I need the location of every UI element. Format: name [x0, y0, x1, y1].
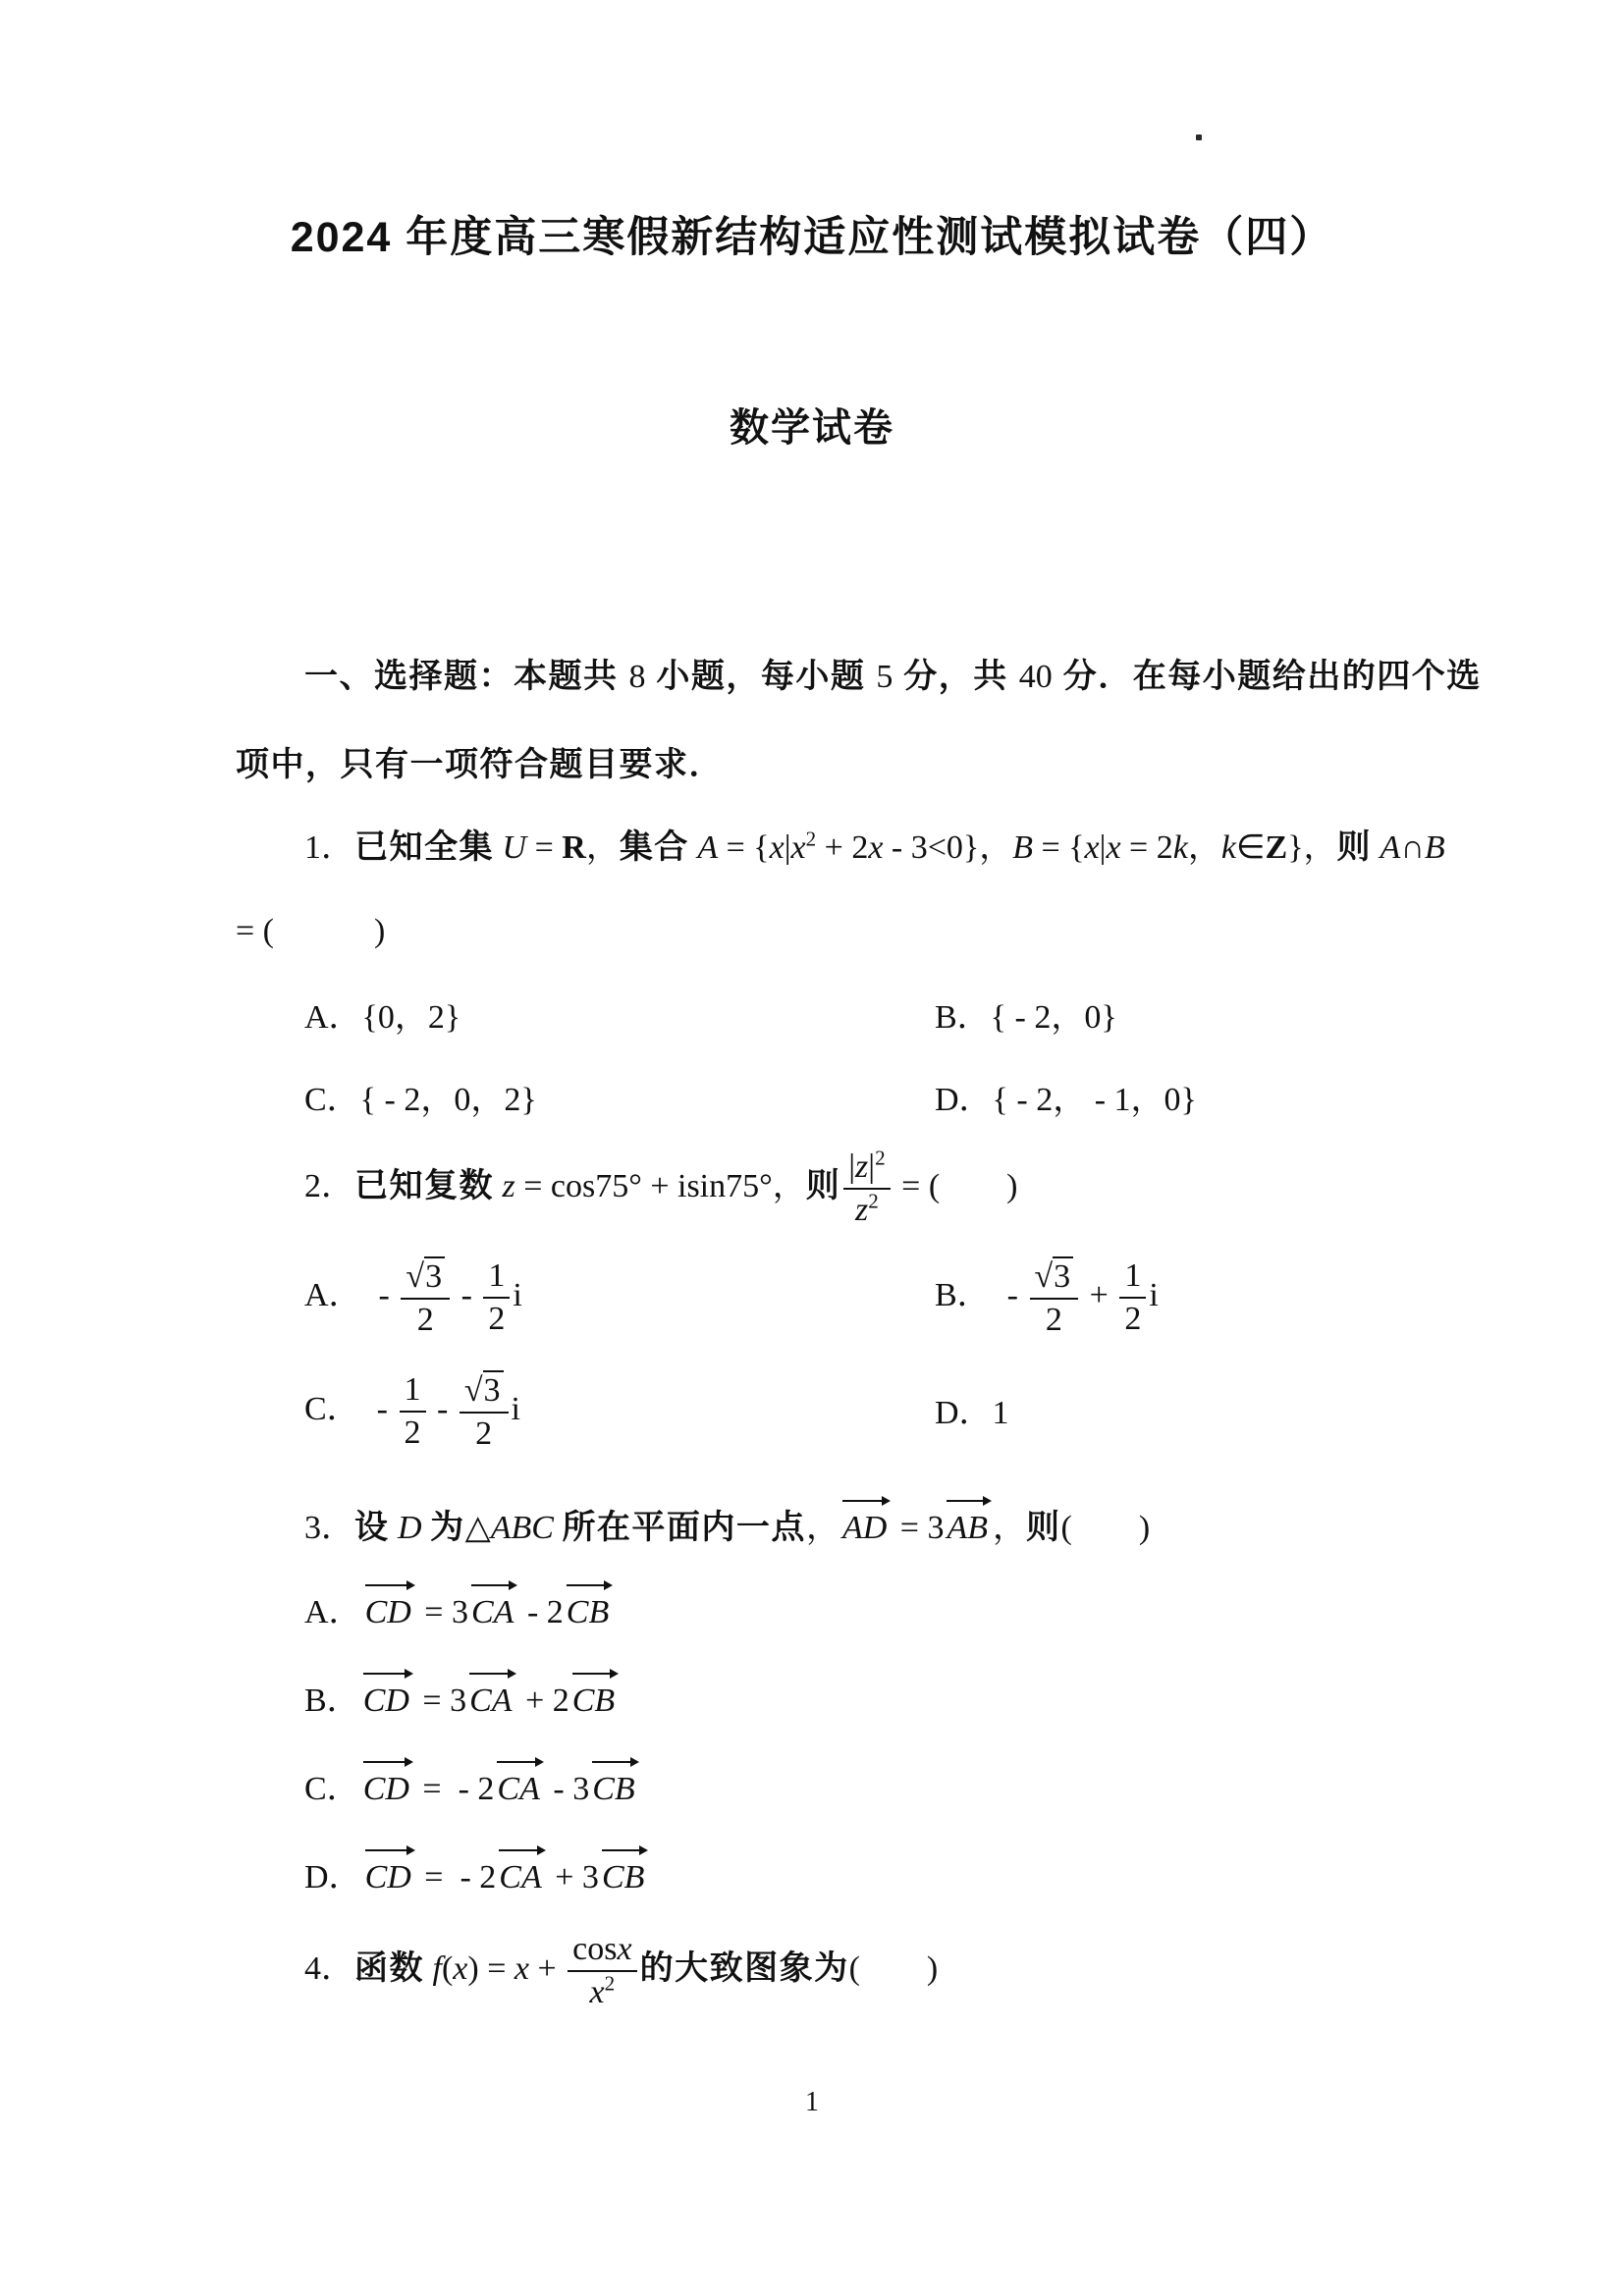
math-text: ∈: [1235, 829, 1266, 866]
math-variable: z: [502, 1167, 515, 1204]
math-text: ，: [993, 1510, 1026, 1546]
chinese-text: 分．在每小题给出的四个选: [1052, 658, 1482, 695]
math-text: D．: [304, 1859, 362, 1896]
math-text: [422, 1510, 431, 1546]
square-root: [1035, 1256, 1074, 1296]
math-text: i: [511, 1390, 520, 1427]
numerator: [483, 1257, 510, 1299]
math-text: = 3: [892, 1510, 945, 1546]
denominator: [483, 1299, 510, 1338]
math-variable: U: [502, 829, 527, 866]
math-text: D．1: [935, 1395, 1009, 1431]
math-text: 2: [475, 1415, 493, 1453]
math-text: ( ): [848, 1949, 939, 1987]
math-text: ，: [1187, 829, 1221, 866]
math-variable: B: [1424, 829, 1445, 866]
question-4-stem: [304, 1931, 938, 2011]
math-text: 4．: [304, 1949, 354, 1987]
square-root: [406, 1256, 445, 1296]
vector-with-arrow: CD: [363, 1580, 415, 1635]
math-text: ) =: [467, 1949, 514, 1987]
fraction: [400, 1371, 426, 1452]
chinese-text: 则: [805, 1166, 841, 1204]
page-subtitle: 数学试卷: [730, 406, 894, 450]
math-text: 2: [488, 1301, 506, 1338]
math-text: 3．: [304, 1510, 354, 1546]
chinese-text: 的大致图象为: [639, 1949, 849, 1987]
chinese-text: 分，共: [893, 658, 1019, 695]
denominator: [1030, 1300, 1079, 1339]
math-text: i: [1149, 1276, 1159, 1313]
page-title: 2024 年度高三寒假新结构适应性测试模拟试卷（四）: [290, 214, 1334, 261]
chinese-text: 集合: [619, 828, 689, 866]
math-text: 5: [876, 659, 893, 695]
math-text: [424, 1950, 433, 1987]
numerator: [1119, 1257, 1146, 1299]
denominator: [460, 1414, 509, 1453]
chinese-text: 项中，只有一项符合题目要求．: [236, 746, 724, 783]
math-text: 1: [404, 1371, 421, 1408]
fraction: [1119, 1257, 1146, 1338]
math-text: ，: [805, 1510, 839, 1546]
math-variable: A: [697, 829, 719, 866]
vector-with-arrow: CA: [497, 1845, 545, 1900]
math-text: = ( ): [893, 1167, 1018, 1204]
chinese-text: 则: [1026, 1509, 1061, 1546]
numerator: [568, 1931, 636, 1972]
vector-with-arrow: CD: [363, 1845, 415, 1900]
question-3-option-b: [304, 1669, 620, 1724]
math-text: = cos75° + isin75°，: [514, 1167, 806, 1204]
math-text: [494, 1168, 503, 1204]
math-text: -: [453, 1276, 481, 1313]
math-text: 2: [1124, 1301, 1142, 1338]
math-text: D．{ - 2， - 1，0}: [935, 1082, 1197, 1118]
vector-with-arrow: CD: [361, 1757, 413, 1812]
question-3-option-c: [304, 1757, 640, 1812]
math-text: (: [441, 1949, 454, 1987]
vector-with-arrow: CB: [600, 1845, 648, 1900]
question-2-option-c: [304, 1370, 520, 1453]
math-text: A．: [304, 1594, 362, 1630]
numerator: [401, 1256, 450, 1300]
square-root: [464, 1370, 504, 1410]
math-variable: x: [617, 1931, 632, 1967]
chinese-text: 所在平面内一点: [562, 1509, 806, 1546]
math-text: [390, 1510, 399, 1546]
math-text: |: [868, 1148, 876, 1185]
chinese-text: 则: [1336, 828, 1373, 866]
denominator: [400, 1413, 426, 1452]
math-text: C．: [304, 1771, 360, 1807]
vector-with-arrow: CA: [469, 1580, 517, 1635]
math-text: +: [1081, 1276, 1117, 1313]
question-1-option-d: [935, 1078, 1197, 1123]
math-text: B．: [304, 1682, 360, 1719]
vector-with-arrow: AB: [945, 1496, 992, 1551]
math-text: + 3: [546, 1859, 599, 1896]
math-text: = 3: [415, 1594, 468, 1630]
math-text: ( ): [1060, 1510, 1151, 1546]
radical-sign: √: [1034, 1258, 1054, 1295]
section-instructions-line1: [304, 655, 1482, 700]
question-1-stem: [304, 826, 1445, 871]
numerator: [843, 1148, 890, 1190]
math-text: i: [513, 1276, 522, 1313]
math-variable: x: [868, 829, 884, 866]
math-text: △: [464, 1510, 491, 1546]
math-text: 8: [628, 659, 646, 695]
math-text: = 3: [413, 1682, 467, 1719]
math-text: 2．: [304, 1167, 354, 1204]
question-3-option-a: [304, 1580, 614, 1635]
denominator: [568, 1972, 636, 2011]
denominator: [843, 1190, 890, 1229]
numerator: [460, 1370, 509, 1414]
fraction: [568, 1931, 636, 2011]
question-1-option-a: [304, 995, 460, 1041]
numerator: [400, 1371, 426, 1413]
math-text: = 2: [1120, 829, 1173, 866]
math-variable: k: [1220, 829, 1236, 866]
math-variable: D: [398, 1510, 422, 1546]
math-text: = {: [718, 829, 770, 866]
math-text: 1: [1124, 1257, 1142, 1294]
chinese-text: 函数: [354, 1949, 424, 1987]
numerator: [1030, 1256, 1079, 1300]
math-text: 2: [416, 1302, 434, 1339]
chinese-text: 已知复数: [354, 1166, 494, 1204]
math-text: -: [428, 1390, 457, 1427]
math-text: = - 2: [413, 1771, 495, 1807]
vector-with-arrow: CD: [361, 1669, 413, 1724]
math-text: - 2: [518, 1594, 564, 1630]
math-variable: ABC: [490, 1510, 554, 1546]
math-text: 1: [488, 1257, 506, 1294]
question-1-option-b: [935, 995, 1117, 1041]
question-2-option-b: [935, 1256, 1159, 1339]
math-variable: z: [855, 1148, 869, 1185]
question-2-option-d: [935, 1391, 1009, 1436]
vector-with-arrow: CB: [565, 1580, 613, 1635]
question-1-option-c: [304, 1078, 537, 1123]
fraction: [460, 1370, 509, 1453]
vector-with-arrow: AD: [840, 1496, 891, 1551]
math-text: 3: [425, 1258, 443, 1295]
fraction: [1030, 1256, 1079, 1339]
radical-sign: √: [406, 1258, 425, 1295]
math-text: 1．: [304, 829, 354, 866]
math-text: - 3: [544, 1771, 590, 1807]
section-instructions-line2: [236, 743, 724, 788]
math-variable: k: [1172, 829, 1188, 866]
stray-ink-dot: [1196, 134, 1202, 140]
question-1-stem-continued: [236, 909, 385, 954]
vector-with-arrow: CB: [590, 1757, 638, 1812]
question-2-option-a: [304, 1256, 522, 1339]
radicand: [483, 1370, 504, 1410]
math-variable: x: [769, 829, 785, 866]
math-text: |: [784, 829, 791, 866]
chinese-text: 为: [430, 1509, 465, 1546]
math-text: + 2: [516, 1682, 569, 1719]
superscript: 2: [805, 827, 817, 851]
math-text: 2: [1045, 1302, 1062, 1339]
question-3-stem: [304, 1496, 1150, 1551]
math-text: 3: [483, 1372, 501, 1409]
math-text: [1372, 829, 1380, 866]
page-number: 1: [805, 2087, 819, 2117]
math-text: A．{0，2}: [304, 999, 461, 1036]
math-variable: x: [514, 1949, 529, 1987]
math-variable: A: [1380, 829, 1401, 866]
superscript: 2: [868, 1189, 879, 1213]
denominator: [401, 1300, 450, 1339]
fraction: [483, 1257, 510, 1338]
fraction: [843, 1148, 890, 1229]
radicand: [1053, 1256, 1073, 1296]
superscript: 2: [875, 1146, 886, 1170]
math-text: = ( ): [236, 913, 386, 949]
math-text: ，: [585, 829, 620, 866]
math-text: + 2: [816, 829, 869, 866]
math-text: = {: [1033, 829, 1085, 866]
math-variable: x: [1106, 829, 1121, 866]
math-text: - 3<0}，: [883, 829, 1013, 866]
math-text: cos: [572, 1931, 618, 1967]
radical-sign: √: [463, 1372, 483, 1409]
math-variable: x: [1084, 829, 1100, 866]
math-variable: f: [432, 1949, 442, 1987]
math-text: }，: [1287, 829, 1337, 866]
math-text: |: [848, 1148, 856, 1185]
math-text: A． -: [304, 1276, 399, 1313]
question-2-stem: [304, 1148, 1017, 1229]
denominator: [1119, 1299, 1146, 1338]
math-variable: x: [453, 1949, 468, 1987]
math-text: [494, 829, 503, 866]
math-text: C． -: [304, 1390, 397, 1427]
math-text: ∩: [1400, 829, 1425, 866]
vector-with-arrow: CA: [467, 1669, 515, 1724]
chinese-text: 设: [354, 1509, 390, 1546]
fraction: [401, 1256, 450, 1339]
superscript: 2: [604, 1971, 616, 1996]
math-bold-symbol: Z: [1265, 829, 1288, 866]
chinese-text: 一、选择题：本题共: [304, 658, 629, 695]
math-text: |: [1099, 829, 1107, 866]
math-bold-symbol: R: [562, 829, 586, 866]
vector-with-arrow: CA: [495, 1757, 543, 1812]
math-variable: z: [855, 1192, 869, 1229]
math-variable: x: [790, 829, 806, 866]
chinese-text: 已知全集: [354, 828, 494, 866]
math-text: = - 2: [415, 1859, 497, 1896]
math-text: 3: [1054, 1258, 1071, 1295]
math-text: B．{ - 2，0}: [935, 999, 1117, 1036]
radicand: [424, 1256, 445, 1296]
math-text: 2: [404, 1415, 421, 1452]
math-text: C．{ - 2，0，2}: [304, 1082, 537, 1118]
math-variable: x: [589, 1974, 605, 2011]
math-text: +: [528, 1949, 566, 1987]
vector-with-arrow: CB: [570, 1669, 619, 1724]
math-text: B． -: [935, 1276, 1027, 1313]
math-text: 40: [1018, 659, 1053, 695]
chinese-text: 小题，每小题: [645, 658, 877, 695]
question-3-option-d: [304, 1845, 649, 1900]
math-text: =: [526, 829, 563, 866]
math-variable: B: [1012, 829, 1034, 866]
